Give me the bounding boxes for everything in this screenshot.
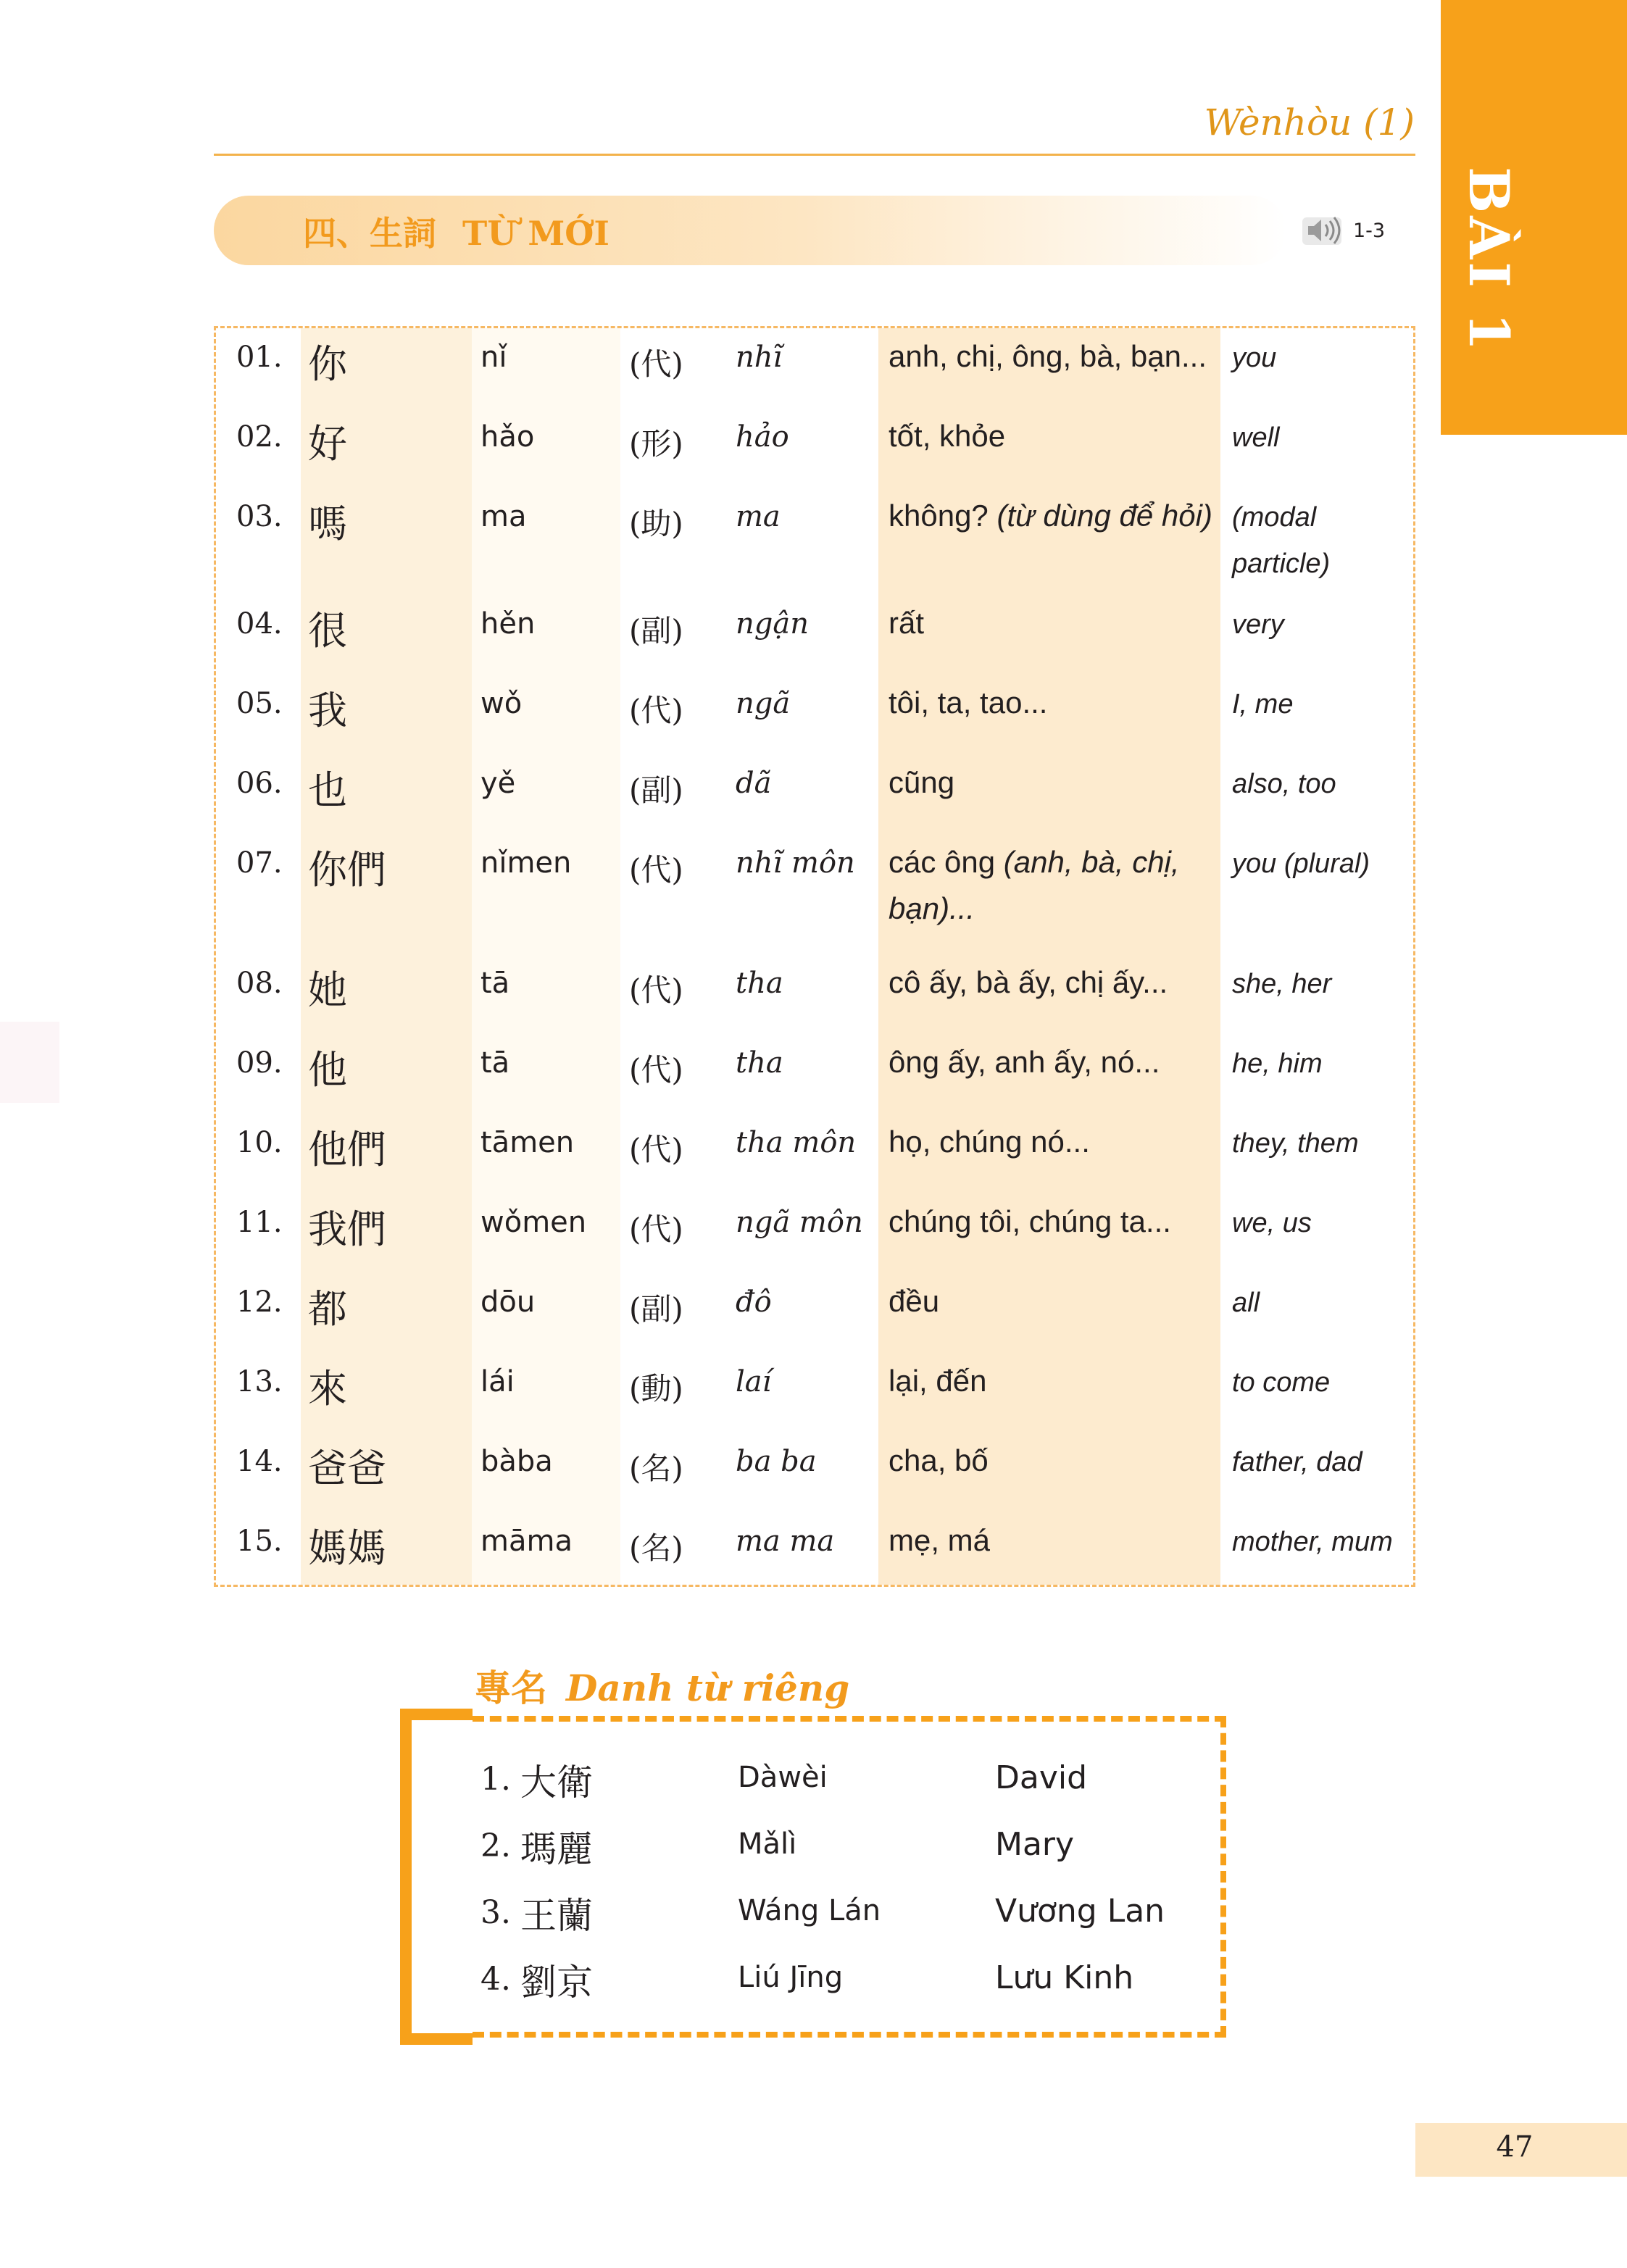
vocab-row [0,1275,1627,1354]
vocab-vietnamese-main: lại, đến [889,1364,987,1398]
vocab-pinyin: nǐmen [480,846,572,880]
audio-track[interactable] [1301,210,1385,251]
vocab-pinyin: bàba [480,1445,553,1478]
vocab-pinyin: lái [480,1365,515,1398]
vocab-part-of-speech: (代) [629,346,683,382]
vocab-number: 06. [236,767,283,800]
vocab-vietnamese [889,959,1215,1006]
vocab-vietnamese [889,1517,1215,1564]
vocab-hanviet: ma [736,500,781,533]
vocab-hanviet: tha môn [736,1126,857,1159]
vocab-hanviet: dã [736,767,772,800]
vocab-part-of-speech: (代) [629,852,683,888]
vocab-row [0,1435,1627,1513]
vocab-vietnamese-main: cũng [889,765,955,799]
proper-noun-row [0,1754,1627,1819]
vocab-vietnamese-main: đều [889,1284,940,1318]
audio-track-label: 1-3 [1353,219,1386,242]
vocab-part-of-speech: (代) [629,1132,683,1167]
vocab-hanviet: ba ba [736,1445,817,1478]
vocab-vietnamese [889,839,1215,932]
section-title-vn: TỪ MỚI [462,214,609,253]
vocab-english: also, too [1232,769,1336,799]
vocab-pinyin: wǒ [480,687,523,720]
vocab-number: 04. [236,607,283,641]
vocab-vietnamese-main: cô ấy, bà ấy, chị ấy... [889,965,1168,999]
vocab-vietnamese [889,1438,1215,1484]
vocab-hanviet: nhĩ [736,341,783,374]
vocab-hanzi: 他們 [308,1127,386,1172]
proper-noun-row [0,1954,1627,2019]
proper-nouns-title [475,1659,849,1712]
vocab-vietnamese-main: anh, chị, ông, bà, bạn... [889,339,1207,373]
vocab-pinyin: māma [480,1525,573,1558]
vocab-hanzi: 你 [308,341,347,387]
vocab-part-of-speech: (代) [629,1052,683,1088]
vocab-vietnamese-main: các ông [889,845,1004,879]
vocab-english: well [1232,422,1280,453]
vocab-number: 02. [236,420,283,454]
vocab-vietnamese-main: tốt, khỏe [889,419,1006,453]
vocab-part-of-speech: (名) [629,1451,683,1486]
proper-noun-hanzi: 劉京 [520,1961,593,2004]
vocab-vietnamese-main: mẹ, má [889,1523,991,1557]
vocab-hanzi: 媽媽 [308,1525,386,1571]
vocab-pinyin: nǐ [480,341,507,374]
proper-noun-hanzi: 瑪麗 [520,1828,593,1870]
vocab-pinyin: tāmen [480,1126,575,1159]
vocab-vietnamese-main: cha, bố [889,1443,989,1477]
vocab-pinyin: dōu [480,1285,536,1319]
vocab-english: to come [1232,1367,1331,1398]
vocab-vietnamese-main: rất [889,606,925,640]
vocab-hanzi: 我們 [308,1206,386,1252]
vocab-part-of-speech: (動) [629,1371,683,1406]
vocab-hanzi: 來 [308,1366,347,1412]
vocab-row [0,1116,1627,1194]
vocab-row [0,1036,1627,1114]
vocab-number: 08. [236,967,283,1000]
vocab-part-of-speech: (助) [629,506,683,541]
proper-noun-pinyin: Mǎlì [738,1827,797,1861]
vocab-part-of-speech: (名) [629,1530,683,1566]
proper-noun-name: David [995,1759,1088,1796]
vocab-part-of-speech: (副) [629,1291,683,1327]
vocab-hanzi: 你們 [308,847,386,893]
vocab-vietnamese [889,493,1215,539]
vocab-number: 03. [236,500,283,533]
proper-noun-index: 4. [480,1961,511,1998]
vocab-hanviet: tha [736,1046,783,1080]
vocab-row [0,1514,1627,1593]
vocab-vietnamese [889,600,1215,646]
vocab-vietnamese [889,680,1215,726]
vocab-english: mother, mum [1232,1527,1393,1557]
vocab-english: all [1232,1288,1260,1318]
proper-noun-pinyin: Dàwèi [738,1761,828,1794]
vocab-english: father, dad [1232,1447,1362,1477]
vocab-vietnamese [889,1358,1215,1404]
vocab-pinyin: hěn [480,607,536,641]
vocab-english: very [1232,609,1284,640]
vocab-vietnamese-main: chúng tôi, chúng ta... [889,1204,1171,1238]
vocab-vietnamese [889,759,1215,806]
section-title-cn: 四、生詞 [303,214,436,253]
vocab-number: 01. [236,341,283,374]
header-rule [214,154,1415,156]
vocab-hanzi: 嗎 [308,501,347,546]
vocab-hanviet: nhĩ môn [736,846,855,880]
vocab-hanzi: 都 [308,1286,347,1332]
vocab-english: we, us [1232,1208,1312,1238]
vocab-english: she, her [1232,969,1332,999]
vocab-number: 13. [236,1365,283,1398]
vocab-hanviet: laí [736,1365,772,1398]
vocab-vietnamese-note: (anh, bà, chị, bạn)... [889,845,1180,925]
proper-noun-index: 2. [480,1827,511,1864]
vocab-pinyin: wǒmen [480,1206,587,1239]
vocab-vietnamese [889,1198,1215,1245]
vocab-english: I, me [1232,689,1294,720]
vocab-row [0,836,1627,925]
proper-noun-hanzi: 王蘭 [520,1895,593,1937]
vocab-row [0,1196,1627,1274]
vocab-vietnamese [889,1119,1215,1165]
vocab-hanzi: 很 [308,608,347,654]
vocab-row [0,1355,1627,1433]
vocab-number: 12. [236,1285,283,1319]
vocab-vietnamese [889,1278,1215,1325]
vocab-vietnamese-main: tôi, ta, tao... [889,685,1048,720]
proper-noun-name: Vương Lan [995,1893,1165,1930]
vocab-number: 10. [236,1126,283,1159]
proper-noun-pinyin: Wáng Lán [738,1894,881,1927]
vocab-hanzi: 她 [308,967,347,1013]
vocab-english: you [1232,343,1277,373]
vocab-part-of-speech: (代) [629,1212,683,1247]
vocab-row [0,410,1627,488]
vocab-row [0,330,1627,409]
vocab-pinyin: yě [480,767,516,800]
proper-noun-row [0,1820,1627,1885]
lesson-tab-label: BÀI 1 [1457,167,1521,354]
vocab-hanzi: 我 [308,688,347,733]
vocab-vietnamese-note: (từ dùng để hỏi) [996,499,1212,533]
proper-nouns-title-cn: 專名 [475,1667,547,1709]
vocab-hanviet: ngã [736,687,791,720]
vocab-vietnamese-main: không? [889,499,997,533]
vocab-number: 05. [236,687,283,720]
vocab-row [0,677,1627,755]
speaker-icon[interactable] [1301,212,1346,249]
vocab-part-of-speech: (副) [629,613,683,649]
vocab-row [0,756,1627,835]
vocab-hanviet: hảo [736,420,789,454]
vocab-hanzi: 他 [308,1047,347,1093]
vocab-number: 14. [236,1445,283,1478]
vocab-hanviet: ngã môn [736,1206,863,1239]
vocab-english: they, them [1232,1128,1359,1159]
vocab-number: 09. [236,1046,283,1080]
running-head: Wènhòu (1) [1204,101,1415,143]
vocab-row [0,956,1627,1035]
proper-noun-hanzi: 大衛 [520,1762,593,1804]
vocab-hanzi: 好 [308,421,347,467]
vocab-number: 15. [236,1525,283,1558]
proper-noun-index: 3. [480,1894,511,1931]
proper-noun-name: Mary [995,1826,1075,1863]
proper-nouns-title-vn: Danh từ riêng [566,1667,850,1709]
vocab-vietnamese [889,1039,1215,1085]
vocab-hanzi: 爸爸 [308,1446,386,1491]
vocab-hanviet: ngận [736,607,809,641]
vocab-vietnamese [889,413,1215,459]
vocab-hanviet: đô [736,1285,772,1319]
vocab-row [0,490,1627,579]
vocab-pinyin: hǎo [480,420,535,454]
vocab-number: 07. [236,846,283,880]
vocab-hanzi: 也 [308,767,347,813]
vocab-english: he, him [1232,1048,1323,1079]
vocab-number: 11. [236,1206,283,1239]
vocab-vietnamese-main: ông ấy, anh ấy, nó... [889,1045,1160,1079]
vocab-vietnamese-main: họ, chúng nó... [889,1125,1090,1159]
section-title [303,207,609,255]
vocab-part-of-speech: (代) [629,693,683,728]
vocab-pinyin: tā [480,1046,510,1080]
proper-noun-pinyin: Liú Jīng [738,1961,844,1994]
vocab-hanviet: tha [736,967,783,1000]
vocab-part-of-speech: (副) [629,772,683,808]
page-number: 47 [1496,2130,1534,2164]
vocab-english: you (plural) [1232,849,1370,879]
proper-noun-index: 1. [480,1761,511,1798]
vocab-row [0,597,1627,675]
vocab-english: (modal particle) [1232,502,1331,579]
proper-noun-row [0,1887,1627,1952]
vocab-pinyin: tā [480,967,510,1000]
vocab-part-of-speech: (形) [629,426,683,462]
vocab-pinyin: ma [480,500,527,533]
vocab-vietnamese [889,333,1215,380]
vocab-hanviet: ma ma [736,1525,835,1558]
vocab-part-of-speech: (代) [629,972,683,1008]
proper-noun-name: Lưu Kinh [995,1959,1134,1996]
